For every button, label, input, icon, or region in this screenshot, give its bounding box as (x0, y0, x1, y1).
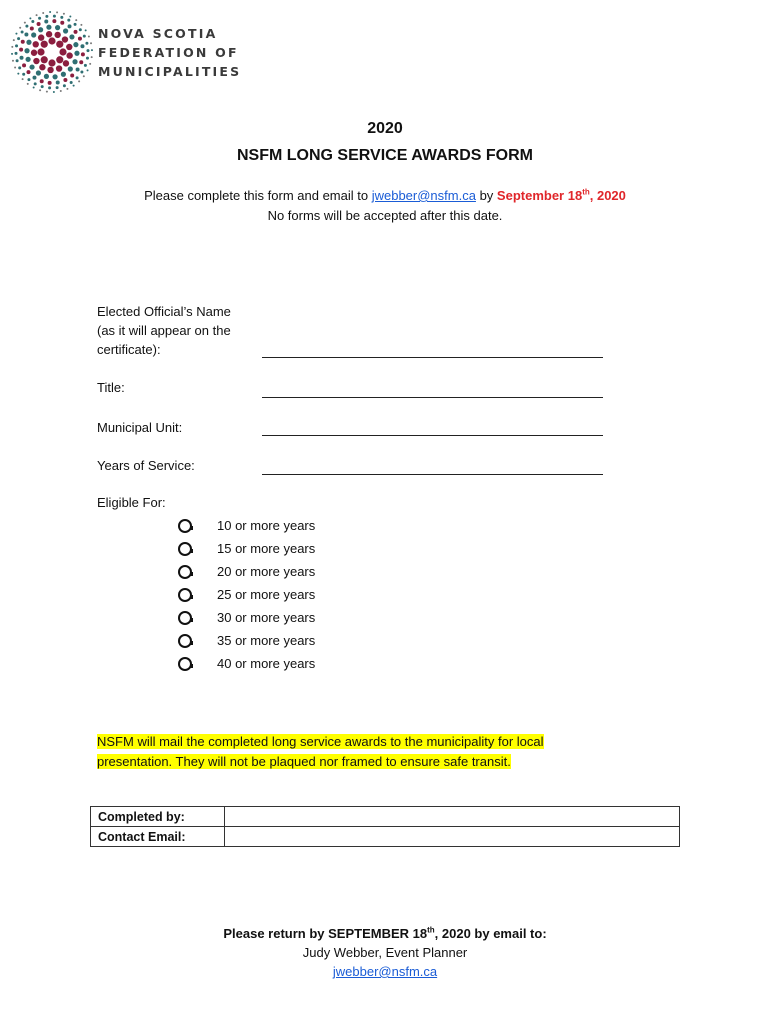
logo-dot (81, 52, 85, 56)
radio-icon[interactable] (178, 565, 192, 579)
logo-dot (27, 83, 29, 85)
logo-dot (19, 27, 21, 29)
logo-dot (80, 44, 84, 48)
logo-dot (89, 63, 91, 65)
logo-dot (44, 20, 48, 24)
logo-dot (49, 11, 51, 13)
nsfm-logo (10, 10, 240, 95)
radio-icon[interactable] (178, 634, 192, 648)
logo-dot (73, 42, 78, 47)
logo-dot (68, 24, 72, 28)
logo-dot (56, 41, 63, 48)
logo-dot (60, 90, 62, 92)
logo-dot (39, 64, 45, 70)
deadline-sup: th (582, 187, 590, 197)
title-label: Title: (97, 380, 125, 395)
table-row (91, 807, 680, 827)
logo-dot (60, 21, 64, 25)
logo-dot (38, 34, 44, 40)
logo-dot (63, 60, 69, 66)
logo-dot (31, 50, 37, 56)
dotted-circle-logo-icon (10, 10, 94, 94)
logo-dot (80, 24, 82, 26)
instructions (0, 186, 770, 226)
logo-dot (52, 74, 57, 79)
logo-dot (18, 66, 21, 69)
logo-dot (68, 66, 73, 71)
logo-dot (47, 67, 53, 73)
deadline (497, 188, 626, 203)
logo-dot (48, 81, 52, 85)
logo-dot (41, 41, 48, 48)
official-name-field[interactable] (262, 357, 603, 358)
official-name-label-line3: certificate): (97, 342, 161, 357)
logo-dot (37, 48, 44, 55)
org-name-line2: FEDERATION OF (98, 45, 239, 60)
logo-dot (78, 37, 82, 41)
logo-dot (33, 41, 39, 47)
logo-dot (13, 39, 15, 41)
years-of-service-label: Years of Service: (97, 458, 195, 473)
logo-dot (90, 42, 92, 44)
return-suffix: , 2020 by email to: (434, 926, 547, 941)
logo-dot (15, 52, 18, 55)
logo-dot (17, 37, 20, 40)
deadline-date: September 18 (496, 188, 583, 203)
logo-dot (88, 36, 90, 38)
notice-line2: presentation. They will not be plaqued nor framed to ensure safe transit. (97, 754, 511, 769)
logo-dot (74, 23, 77, 26)
logo-dot (39, 89, 41, 91)
instructions-line2: No forms will be accepted after this date. (267, 208, 503, 223)
logo-dot (26, 40, 31, 45)
logo-dot (26, 70, 30, 74)
logo-dot (37, 22, 41, 26)
logo-dot (27, 78, 30, 81)
logo-dot (29, 17, 31, 19)
logo-dot (56, 56, 63, 63)
logo-dot (41, 85, 44, 88)
logo-dot (63, 28, 68, 33)
logo-dot (30, 26, 34, 30)
logo-dot (70, 81, 73, 84)
logo-dot (21, 30, 24, 33)
logo-dot (63, 78, 67, 82)
org-name-line3: MUNICIPALITIES (98, 64, 242, 79)
eligibility-options (178, 514, 315, 675)
logo-dot (31, 32, 36, 37)
official-name-label-line2: (as it will appear on the (97, 323, 231, 338)
completion-table (90, 806, 680, 847)
deadline-year: , 2020 (589, 188, 626, 203)
logo-dot (22, 63, 26, 67)
logo-dot (46, 25, 51, 30)
logo-dot (52, 19, 56, 23)
footer (0, 924, 770, 981)
logo-dot (84, 64, 87, 67)
logo-dot (85, 29, 87, 31)
table-row (91, 827, 680, 847)
option-label: 10 or more years (217, 518, 316, 533)
logo-dot (38, 17, 41, 20)
years-of-service-field[interactable] (262, 474, 603, 475)
logo-dot (44, 74, 49, 79)
option-label: 20 or more years (217, 564, 316, 579)
logo-dot (56, 86, 59, 89)
logo-dot (87, 69, 89, 71)
contact-name: Judy Webber, Event Planner (302, 945, 468, 960)
page-title: NSFM LONG SERVICE AWARDS FORM (236, 147, 533, 164)
radio-icon[interactable] (178, 588, 192, 602)
option-40-years[interactable] (178, 652, 315, 675)
mailing-notice (97, 732, 544, 772)
option-label: 30 or more years (217, 610, 316, 625)
logo-dot (83, 35, 86, 38)
notice-line1: NSFM will mail the completed long service awards to the municipality for local (97, 734, 544, 749)
logo-dot (41, 56, 48, 63)
logo-dot (11, 46, 13, 48)
logo-dot (29, 64, 34, 69)
logo-dot (63, 84, 66, 87)
instructions-line1 (0, 186, 770, 206)
logo-dot (16, 59, 19, 62)
logo-dot (36, 70, 41, 75)
logo-dot (54, 32, 60, 38)
logo-dot (15, 44, 18, 47)
logo-dot (73, 85, 75, 87)
logo-dot (91, 56, 93, 58)
logo-dot (75, 19, 77, 21)
completed-by-label: Completed by: (91, 807, 225, 827)
logo-dot (56, 11, 58, 13)
logo-dot (22, 78, 24, 80)
logo-dot (40, 79, 44, 83)
logo-dot (70, 74, 74, 78)
logo-dot (21, 40, 25, 44)
logo-dot (72, 59, 77, 64)
logo-dot (56, 80, 60, 84)
logo-dot (66, 44, 72, 50)
logo-dot (74, 51, 79, 56)
logo-dot (53, 91, 55, 93)
logo-dot (31, 20, 34, 23)
radio-icon[interactable] (178, 611, 192, 625)
logo-dot (46, 31, 52, 37)
logo-dot (46, 91, 48, 93)
logo-dot (91, 49, 93, 51)
logo-dot (48, 37, 55, 44)
logo-dot (26, 57, 31, 62)
option-label: 40 or more years (217, 656, 316, 671)
return-sup: th (427, 925, 435, 935)
instructions-by: by (475, 188, 497, 203)
logo-dot (61, 72, 66, 77)
logo-dot (69, 34, 74, 39)
radio-icon[interactable] (178, 657, 192, 671)
logo-dot (33, 58, 39, 64)
logo-dot (79, 28, 82, 31)
logo-dot (66, 88, 68, 90)
logo-dot (60, 16, 63, 19)
logo-dot (53, 15, 56, 18)
option-20-years[interactable] (178, 560, 315, 583)
contact-email-label: Contact Email: (91, 827, 225, 847)
logo-dot (12, 60, 14, 62)
logo-dot (86, 49, 89, 52)
logo-dot (76, 68, 80, 72)
instructions-prefix: Please complete this form and email to (144, 188, 372, 203)
logo-dot (20, 56, 24, 60)
logo-dot (80, 71, 83, 74)
logo-dot (63, 13, 65, 15)
official-name-label-line1: Elected Official’s Name (97, 304, 231, 319)
logo-dot (74, 30, 78, 34)
logo-dot (78, 80, 80, 82)
option-35-years[interactable] (178, 629, 315, 652)
logo-dot (56, 65, 62, 71)
logo-dot (76, 76, 79, 79)
logo-dot (69, 15, 71, 17)
logo-dot (62, 36, 68, 42)
option-15-years[interactable] (178, 537, 315, 560)
logo-dot (48, 59, 55, 66)
logo-dot (42, 12, 44, 14)
logo-dot (24, 32, 28, 36)
contact-email-input[interactable] (225, 827, 680, 847)
logo-dot (36, 14, 38, 16)
logo-dot (55, 25, 60, 30)
org-name-line1: NOVA SCOTIA (98, 26, 218, 41)
logo-text (98, 24, 241, 81)
logo-dot (33, 87, 35, 89)
logo-dot (24, 48, 29, 53)
logo-dot (45, 15, 48, 18)
logo-dot (34, 82, 37, 85)
logo-dot (79, 60, 83, 64)
logo-dot (86, 57, 89, 60)
form-year: 2020 (367, 120, 403, 137)
municipal-unit-label: Municipal Unit: (97, 420, 183, 435)
logo-dot (38, 27, 43, 32)
return-prefix: Please return by SEPTEMBER 18 (223, 926, 428, 941)
logo-dot (11, 53, 13, 55)
logo-dot (17, 73, 19, 75)
official-name-label (97, 302, 231, 359)
footer-email-link[interactable]: jwebber@nsfm.ca (332, 964, 438, 979)
logo-dot (59, 48, 66, 55)
email-link[interactable]: jwebber@nsfm.ca (371, 188, 476, 203)
logo-dot (48, 86, 51, 89)
option-30-years[interactable] (178, 606, 315, 629)
logo-dot (25, 25, 28, 28)
eligible-for-label: Eligible For: (97, 495, 166, 510)
logo-dot (32, 76, 36, 80)
title-block (0, 118, 770, 168)
logo-dot (67, 19, 70, 22)
logo-dot (19, 48, 23, 52)
logo-dot (14, 66, 16, 68)
logo-dot (66, 52, 72, 58)
return-instructions (0, 924, 770, 943)
radio-icon[interactable] (178, 519, 192, 533)
logo-dot (24, 22, 26, 24)
option-10-years[interactable] (178, 514, 315, 537)
municipal-unit-field[interactable] (262, 435, 603, 436)
option-label: 15 or more years (217, 541, 316, 556)
completed-by-input[interactable] (225, 807, 680, 827)
logo-dot (15, 33, 17, 35)
logo-dot (83, 75, 85, 77)
option-label: 25 or more years (217, 587, 316, 602)
title-field[interactable] (262, 397, 603, 398)
option-label: 35 or more years (217, 633, 316, 648)
radio-icon[interactable] (178, 542, 192, 556)
logo-dot (22, 73, 25, 76)
logo-dot (85, 42, 88, 45)
option-25-years[interactable] (178, 583, 315, 606)
